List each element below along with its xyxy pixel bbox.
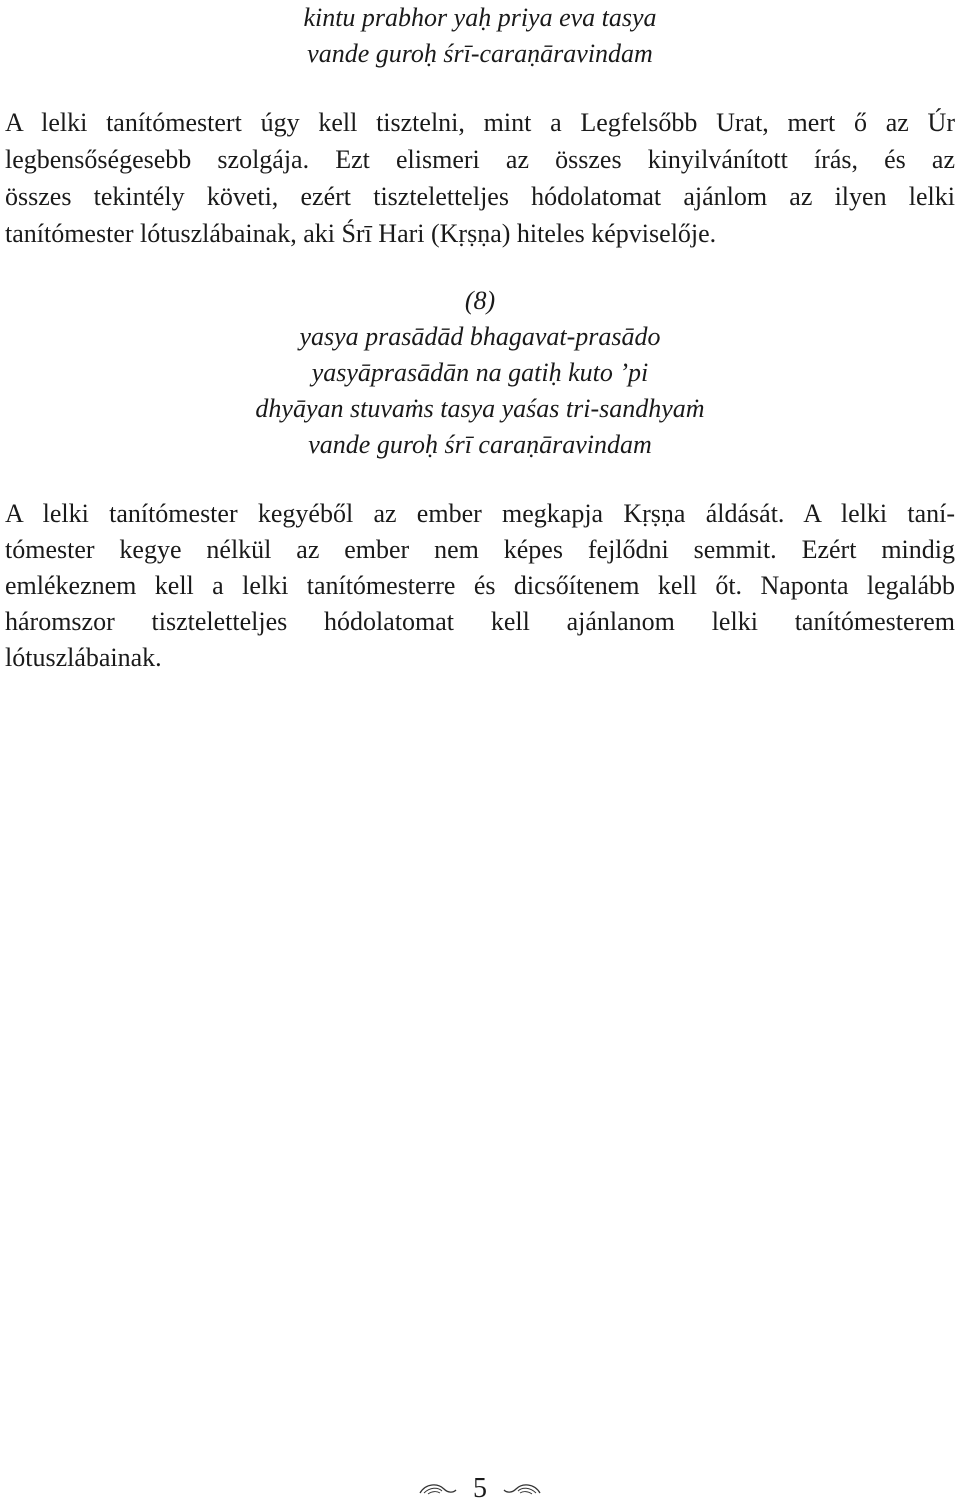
verse-line: vande guroḥ śrī-caraṇāravindam bbox=[307, 39, 653, 68]
paragraph-line: emlékeznem kell a lelki tanítómesterre és dicsőítenem kell őt. Naponta legalább bbox=[5, 571, 955, 600]
page-footer bbox=[0, 1470, 960, 1506]
verse-line: vande guroḥ śrī caraṇāravindam bbox=[308, 430, 652, 459]
verse-top bbox=[0, 0, 960, 72]
paragraph-line: háromszor tiszteletteljes hódolatomat kell ajánlanom lelki tanítómesterem bbox=[5, 607, 955, 636]
paragraph-line: tanítómester lótuszlábainak, aki Śrī Hari (Kṛṣṇa) hiteles képviselője. bbox=[5, 219, 717, 248]
paragraph-line: A lelki tanítómester kegyéből az ember megkapja Kṛṣṇa áldását. A lelki taní- bbox=[5, 499, 955, 528]
verse-line: dhyāyan stuvaṁs tasya yaśas tri-sandhyaṁ bbox=[255, 394, 705, 423]
paragraph-line: összes tekintély követi, ezért tiszteletteljes hódolatomat ajánlom az ilyen lelki bbox=[5, 182, 955, 211]
verse-line: kintu prabhor yaḥ priya eva tasya bbox=[303, 3, 657, 32]
paragraph-line: tómester kegye nélkül az ember nem képes fejlődni semmit. Ezért mindig bbox=[5, 535, 955, 564]
paragraph-line: lótuszlábainak. bbox=[5, 643, 162, 672]
verse-8 bbox=[0, 283, 960, 463]
verse-line: yasyāprasādān na gatiḥ kuto ’pi bbox=[311, 358, 649, 387]
verse-number: (8) bbox=[464, 286, 496, 315]
verse-line: yasya prasādād bhagavat-prasādo bbox=[299, 322, 661, 351]
paragraph-2 bbox=[5, 496, 955, 676]
paragraph-line: legbensőségesebb szolgája. Ezt elismeri az összes kinyilvánított írás, és az bbox=[5, 145, 955, 174]
paragraph-1 bbox=[5, 104, 955, 252]
paragraph-line: A lelki tanítómestert úgy kell tisztelni, mint a Legfelsőbb Urat, mert ő az Úr bbox=[5, 108, 955, 137]
leaf-ornament-icon bbox=[502, 1481, 542, 1497]
page-number: 5 bbox=[473, 1472, 487, 1504]
leaf-ornament-icon bbox=[418, 1481, 458, 1497]
